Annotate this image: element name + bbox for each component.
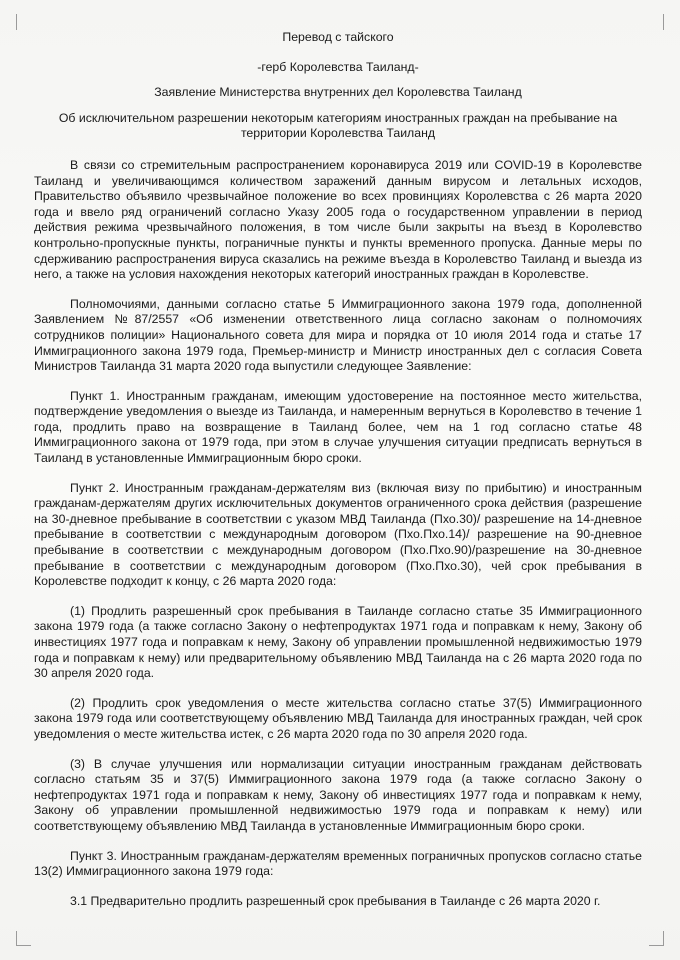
intro-paragraph: В связи со стремительным распространением коронавируса 2019 или COVID-19 в Королевстве Таиланд и увеличивающимся количеством заражений данным вирусом и летальных исходов, Правительство объявило чрезвычайное положение во всех провинциях Королевства с 26 марта 2020 года и ввело ряд ограничений согласно Указу 2005 года о государственном управлении в период действия режима чрезвычайного положения, в том числе были закрыты на въезд в Королевство контрольно-пропускные пункты, пограничные пункты и пункты временного пропуска. Данные меры по сдерживанию распространения вируса сказались на режиме въезда в Королевство Таиланд и выезда из него, а также на условия нахождения некоторых категорий иностранных граждан в Королевстве. bbox=[34, 157, 642, 282]
point-1-paragraph: Пункт 1. Иностранным гражданам, имеющим удостоверение на постоянное место жительства, подтверждение уведомления о выезде из Таиланда, и намеренным вернуться в Королевство в течение 1 года, продлить право на возвращение в Таиланд более, чем на 1 год согласно статье 48 Иммиграционного закона от 1979 года, при этом в случае улучшения ситуации предписать вернуться в Таиланд в установленные Иммиграционным бюро сроки. bbox=[34, 388, 642, 466]
crop-mark-bottom-left bbox=[16, 931, 31, 946]
point-2-sub-3: (3) В случае улучшения или нормализации ситуации иностранным гражданам действовать согласно статьям 35 и 37(5) Иммиграционного закона 1979 года (а также согласно Закону о нефтепродуктах 1971 года и поправкам к нему, Закону об инвестициях 1977 года и поправкам к нему, Закону об управлении промышленной недвижимостью 1979 года и поправкам к нему) или соответствующему объявлению МВД Таиланда в установленные Иммиграционным бюро сроки. bbox=[34, 756, 642, 833]
authority-paragraph: Полномочиями, данными согласно статье 5 Иммиграционного закона 1979 года, дополненной Заявлением №87/2557 «Об изменении ответственного лица согласно законам о полномочиях сотрудников полиции» Национального совета для мира и порядка от 10 июля 2014 года и статье 17 Иммиграционного закона 1979 года, Премьер-министр и Министр иностранных дел с согласия Совета Министров Таиланда 31 марта 2020 года выпустили следующее Заявление: bbox=[34, 296, 642, 374]
point-2-sub-2: (2) Продлить срок уведомления о месте жительства согласно статье 37(5) Иммиграционного закона 1979 года или соответствующему объявлению МВД Таиланда для иностранных граждан, чей срок уведомления о месте жительства истек, с 26 марта 2020 года по 30 апреля 2020 года. bbox=[34, 695, 642, 741]
crop-mark-top-left bbox=[16, 14, 31, 30]
crop-mark-top-right bbox=[649, 14, 664, 30]
translation-note: Перевод с тайского bbox=[282, 30, 394, 44]
crop-mark-bottom-right bbox=[649, 931, 664, 946]
emblem-caption: -герб Королевства Таиланд- bbox=[257, 59, 419, 74]
point-3-1-paragraph: 3.1 Предварительно продлить разрешенный срок пребывания в Таиланде с 26 марта 2020 г. bbox=[70, 893, 601, 908]
statement-heading: Заявление Министерства внутренних дел Королевства Таиланд bbox=[154, 85, 522, 100]
document-content bbox=[34, 30, 642, 923]
document-title: Об исключительном разрешении некоторым категориям иностранных граждан на пребывание на территории Королевства Таиланд bbox=[58, 110, 618, 141]
point-3-paragraph: Пункт 3. Иностранным гражданам-держателям временных пограничных пропусков согласно статье 13(2) Иммиграционного закона 1979 года: bbox=[34, 848, 642, 879]
point-2-sub-1: (1) Продлить разрешенный срок пребывания в Таиланде согласно статье 35 Иммиграционного закона 1979 года (а также согласно Закону о нефтепродуктах 1971 года и поправкам к нему, Закону об инвестициях 1977 года и поправкам к нему, Закону об управлении промышленной недвижимостью 1979 года и поправкам к нему) или предварительному объявлению МВД Таиланда на с 26 марта 2020 года по 30 апреля 2020 года. bbox=[34, 603, 642, 681]
point-2-paragraph: Пункт 2. Иностранным гражданам-держателям виз (включая визу по прибытию) и иностранным гражданам-держателям других исключительных документов ограниченного срока действия (разрешение на 30-дневное пребывание в соответствии с указом МВД Таиланда (Пхо.30)/ разрешение на 14-дневное пребывание в соответствии с международным договором (Пхо.Пхо.14)/ разрешение на 90-дневное пребывание в соответствии с международным договором (Пхо.Пхо.90)/разрешение на 30-дневное пребывание в соответствии с международным договором (Пхо.Пхо.30), чей срок пребывания в Королевстве подходит к концу, с 26 марта 2020 года: bbox=[34, 480, 642, 589]
